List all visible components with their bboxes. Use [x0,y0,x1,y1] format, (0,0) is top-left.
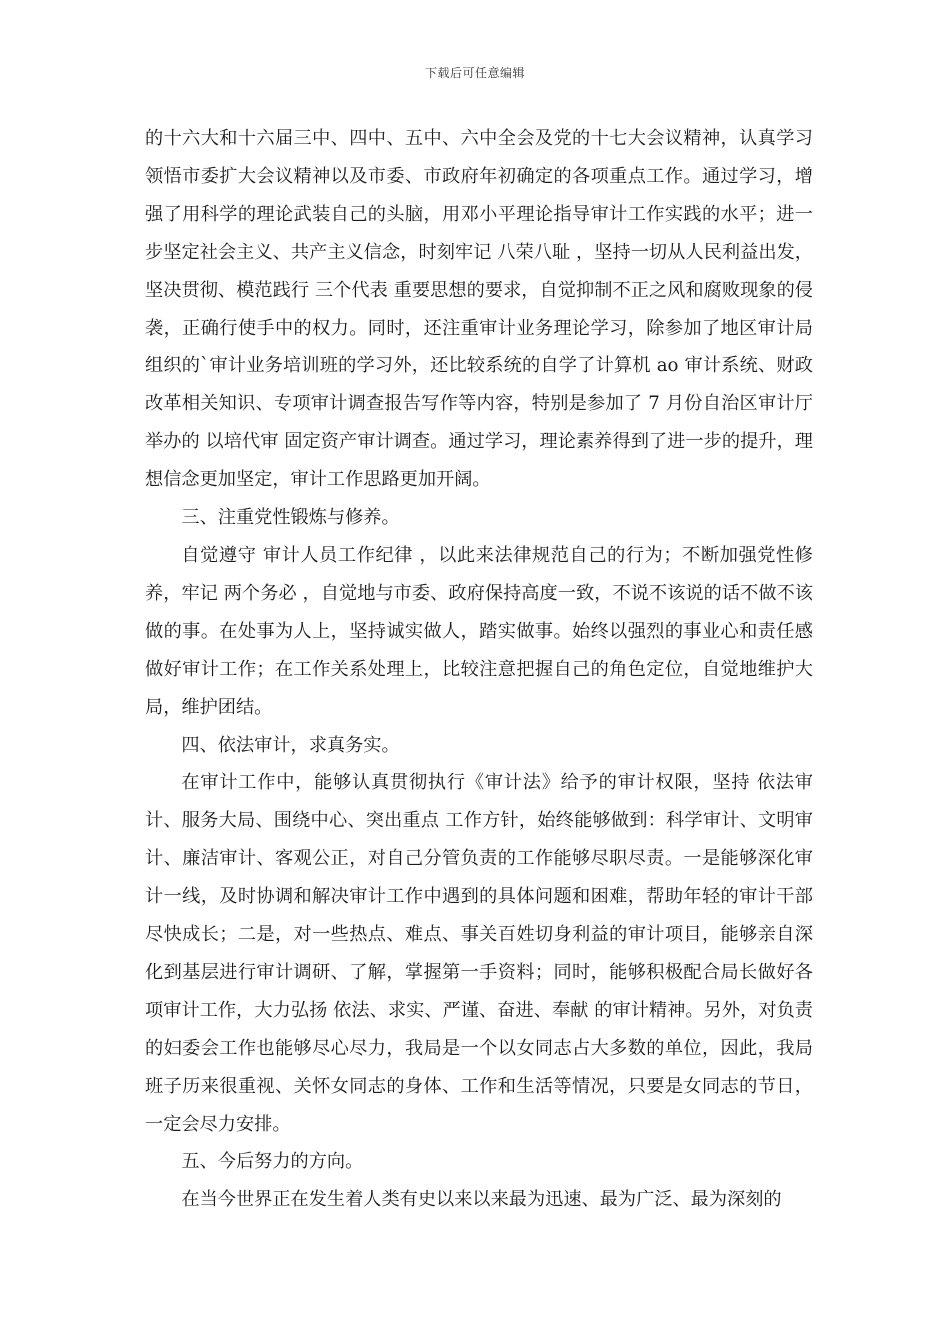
paragraph-party-spirit: 自觉遵守 审计人员工作纪律 ，以此来法律规范自己的行为；不断加强党性修养，牢记 两个务必 ，自觉地与市委、政府保持高度一致，不说不该说的话不做不该做的事。在处事为人上，坚持诚实做人，踏实做事。始终以强烈的事业心和责任感做好审计工作；在工作关系处理上，比较注意把握自己的角色定位，自觉地维护大局，维护团结。 [145,544,813,718]
section-heading-future-direction: 五、今后努力的方向。 [181,1151,364,1173]
section-heading-party-spirit: 三、注重党性锻炼与修养。 [181,507,400,529]
page-header-note: 下载后可任意编辑 [424,66,525,80]
document-body [145,120,813,1219]
paragraph-study-continuation: 的十六大和十六届三中、四中、五中、六中全会及党的十七大会议精神，认真学习领悟市委扩大会议精神以及市委、市政府年初确定的各项重点工作。通过学习，增强了用科学的理论武装自己的头脑，用邓小平理论指导审计工作实践的水平；进一步坚定社会主义、共产主义信念，时刻牢记 八荣八耻 ，坚持一切从人民利益出发，坚决贯彻、模范践行 三个代表 重要思想的要求，自觉抑制不正之风和腐败现象的侵袭，正确行使手中的权力。同时，还注重审计业务理论学习，除参加了地区审计局组织的`审计业务培训班的学习外，还比较系统的自学了计算机 ao 审计系统、财政改革相关知识、专项审计调查报告写作等内容，特别是参加了 7 月份自治区审计厅举办的 以培代审 固定资产审计调查。通过学习，理论素养得到了进一步的提升，理想信念更加坚定，审计工作思路更加开阔。 [145,128,813,491]
paragraph-future-direction: 在当今世界正在发生着人类有史以来以来最为迅速、最为广泛、最为深刻的 [181,1189,782,1211]
section-heading-lawful-audit: 四、依法审计，求真务实。 [181,734,400,756]
paragraph-lawful-audit: 在审计工作中，能够认真贯彻执行《审计法》给予的审计权限，坚持 依法审计、服务大局、围绕中心、突出重点 工作方针，始终能够做到：科学审计、文明审计、廉洁审计、客观公正，对自己分管负责的工作能够尽职尽责。一是能够深化审计一线，及时协调和解决审计工作中遇到的具体问题和困难，帮助年轻的审计干部尽快成长；二是，对一些热点、难点、事关百姓切身利益的审计项目，能够亲自深化到基层进行审计调研、了解，掌握第一手资料；同时，能够积极配合局长做好各项审计工作，大力弘扬 依法、求实、严谨、奋进、奉献 的审计精神。另外，对负责的妇委会工作也能够尽心尽力，我局是一个以女同志占大多数的单位，因此，我局班子历来很重视、关怀女同志的身体、工作和生活等情况，只要是女同志的节日，一定会尽力安排。 [145,772,813,1135]
